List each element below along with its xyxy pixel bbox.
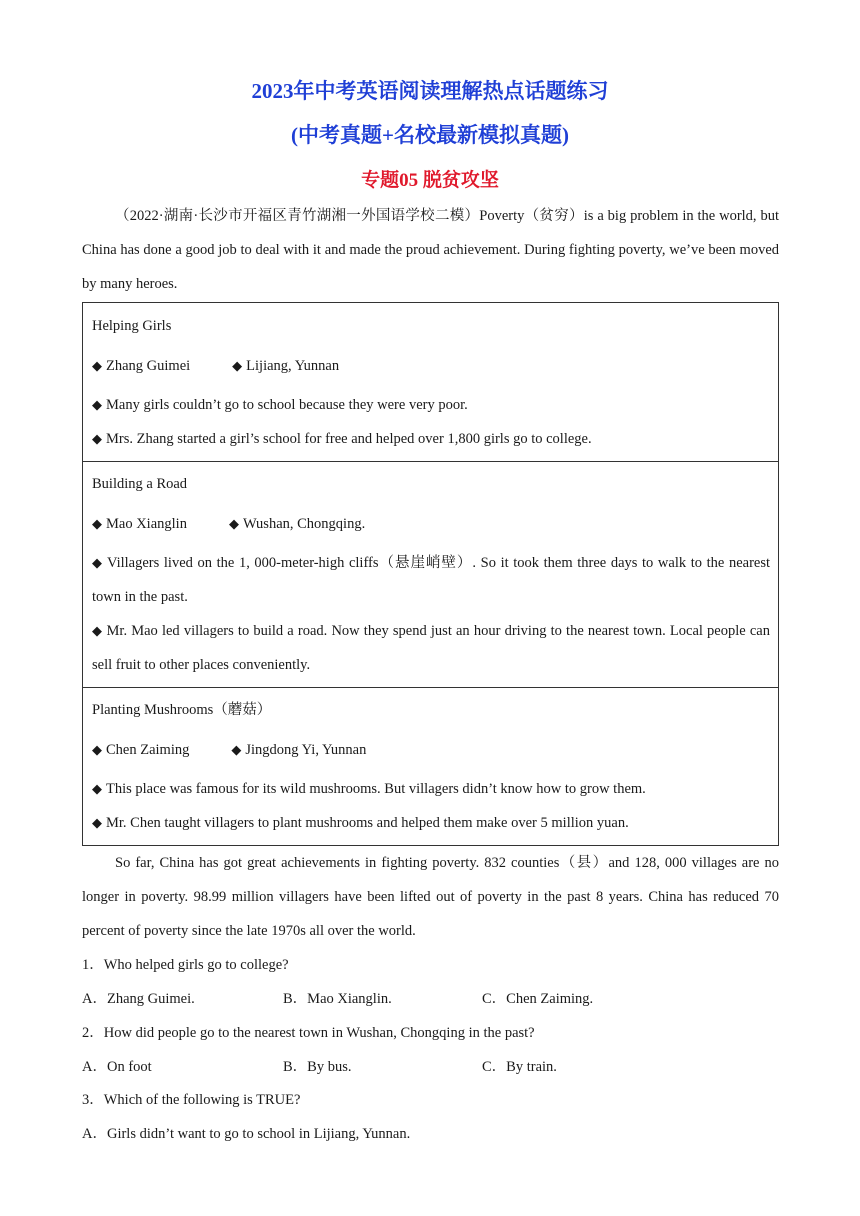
bullet-icon: ◆ [232,358,243,373]
person-place-row [92,733,770,767]
bullet-icon: ◆ [92,815,102,830]
bullet-icon: ◆ [92,431,102,446]
document-subtitle: (中考真题+名校最新模拟真题) [291,123,569,147]
question-1-stem: 1．Who helped girls go to college? [82,957,289,973]
person-place-row [92,507,770,541]
person-place-row [92,349,770,383]
question-3-stem: 3．Which of the following is TRUE? [82,1092,301,1108]
intro-paragraph: （2022·湖南·长沙市开福区青竹湖湘一外国语学校二模）Poverty（贫穷）is a big problem in the world, but China has done a good job to deal with it and made the proud achievement. During fighting poverty, we’ve been moved by many heroes. [82,208,779,292]
person-name: Chen Zaiming [106,742,190,758]
point-text: Villagers lived on the 1, 000-meter-high cliffs（悬崖峭壁）. So it took them three days to walk to the nearest town in the past. [92,555,771,605]
topic-heading: 专题05 脱贫攻坚 [361,170,499,191]
bullet-icon: ◆ [92,781,102,796]
document-title: 2023年中考英语阅读理解热点话题练习 [251,79,609,103]
bullet-icon: ◆ [92,358,102,373]
question-1-option-b[interactable]: B．Mao Xianglin. [283,991,392,1007]
question-2-option-a[interactable]: A．On foot [82,1059,152,1075]
bullet-icon: ◆ [92,555,103,570]
place-name: Lijiang, Yunnan [246,358,340,374]
question-1-option-a[interactable]: A．Zhang Guimei. [82,991,195,1007]
bullet-icon: ◆ [228,516,239,531]
bullet-icon: ◆ [231,742,242,757]
point-text: This place was famous for its wild mushrooms. But villagers didn’t know how to grow them. [106,781,646,797]
info-box-helping-girls [82,302,779,462]
point-text: Mr. Chen taught villagers to plant mushrooms and helped them make over 5 million yuan. [106,815,629,831]
bullet-point [92,388,770,422]
point-text: Mrs. Zhang started a girl’s school for free and helped over 1,800 girls go to college. [106,431,592,447]
info-box-planting-mushrooms [82,687,779,846]
section-heading: Building a Road [92,476,188,492]
question-2-stem: 2．How did people go to the nearest town in Wushan, Chongqing in the past? [82,1025,535,1041]
bullet-icon: ◆ [92,623,103,638]
question-3-option-a[interactable]: A．Girls didn’t want to go to school in Lijiang, Yunnan. [82,1126,411,1142]
info-box-building-road [82,460,779,688]
section-heading: Helping Girls [92,318,172,334]
bullet-point [92,546,770,614]
bullet-point [92,614,770,682]
question-2-option-b[interactable]: B．By bus. [283,1059,352,1075]
point-text: Many girls couldn’t go to school because they were very poor. [106,397,468,413]
person-name: Mao Xianglin [106,516,187,532]
bullet-point [92,772,770,806]
outro-paragraph: So far, China has got great achievements in fighting poverty. 832 counties（县）and 128, 000 villages are no longer in poverty. 98.99 million villagers have been lifted out of poverty in the past 8 years. China has reduced 70 percent of poverty since the late 1970s all over the world. [82,855,779,939]
bullet-icon: ◆ [92,397,102,412]
point-text: Mr. Mao led villagers to build a road. Now they spend just an hour driving to the nearest town. Local people can sell fruit to other places conveniently. [92,623,770,673]
question-2-option-c[interactable]: C．By train. [482,1059,557,1075]
bullet-icon: ◆ [92,742,102,757]
bullet-point [92,806,770,840]
person-name: Zhang Guimei [106,358,191,374]
bullet-icon: ◆ [92,516,102,531]
section-heading: Planting Mushrooms（蘑菇） [92,702,272,718]
place-name: Jingdong Yi, Yunnan [245,742,367,758]
bullet-point [92,422,770,456]
place-name: Wushan, Chongqing. [242,516,366,532]
question-1-option-c[interactable]: C．Chen Zaiming. [482,991,594,1007]
